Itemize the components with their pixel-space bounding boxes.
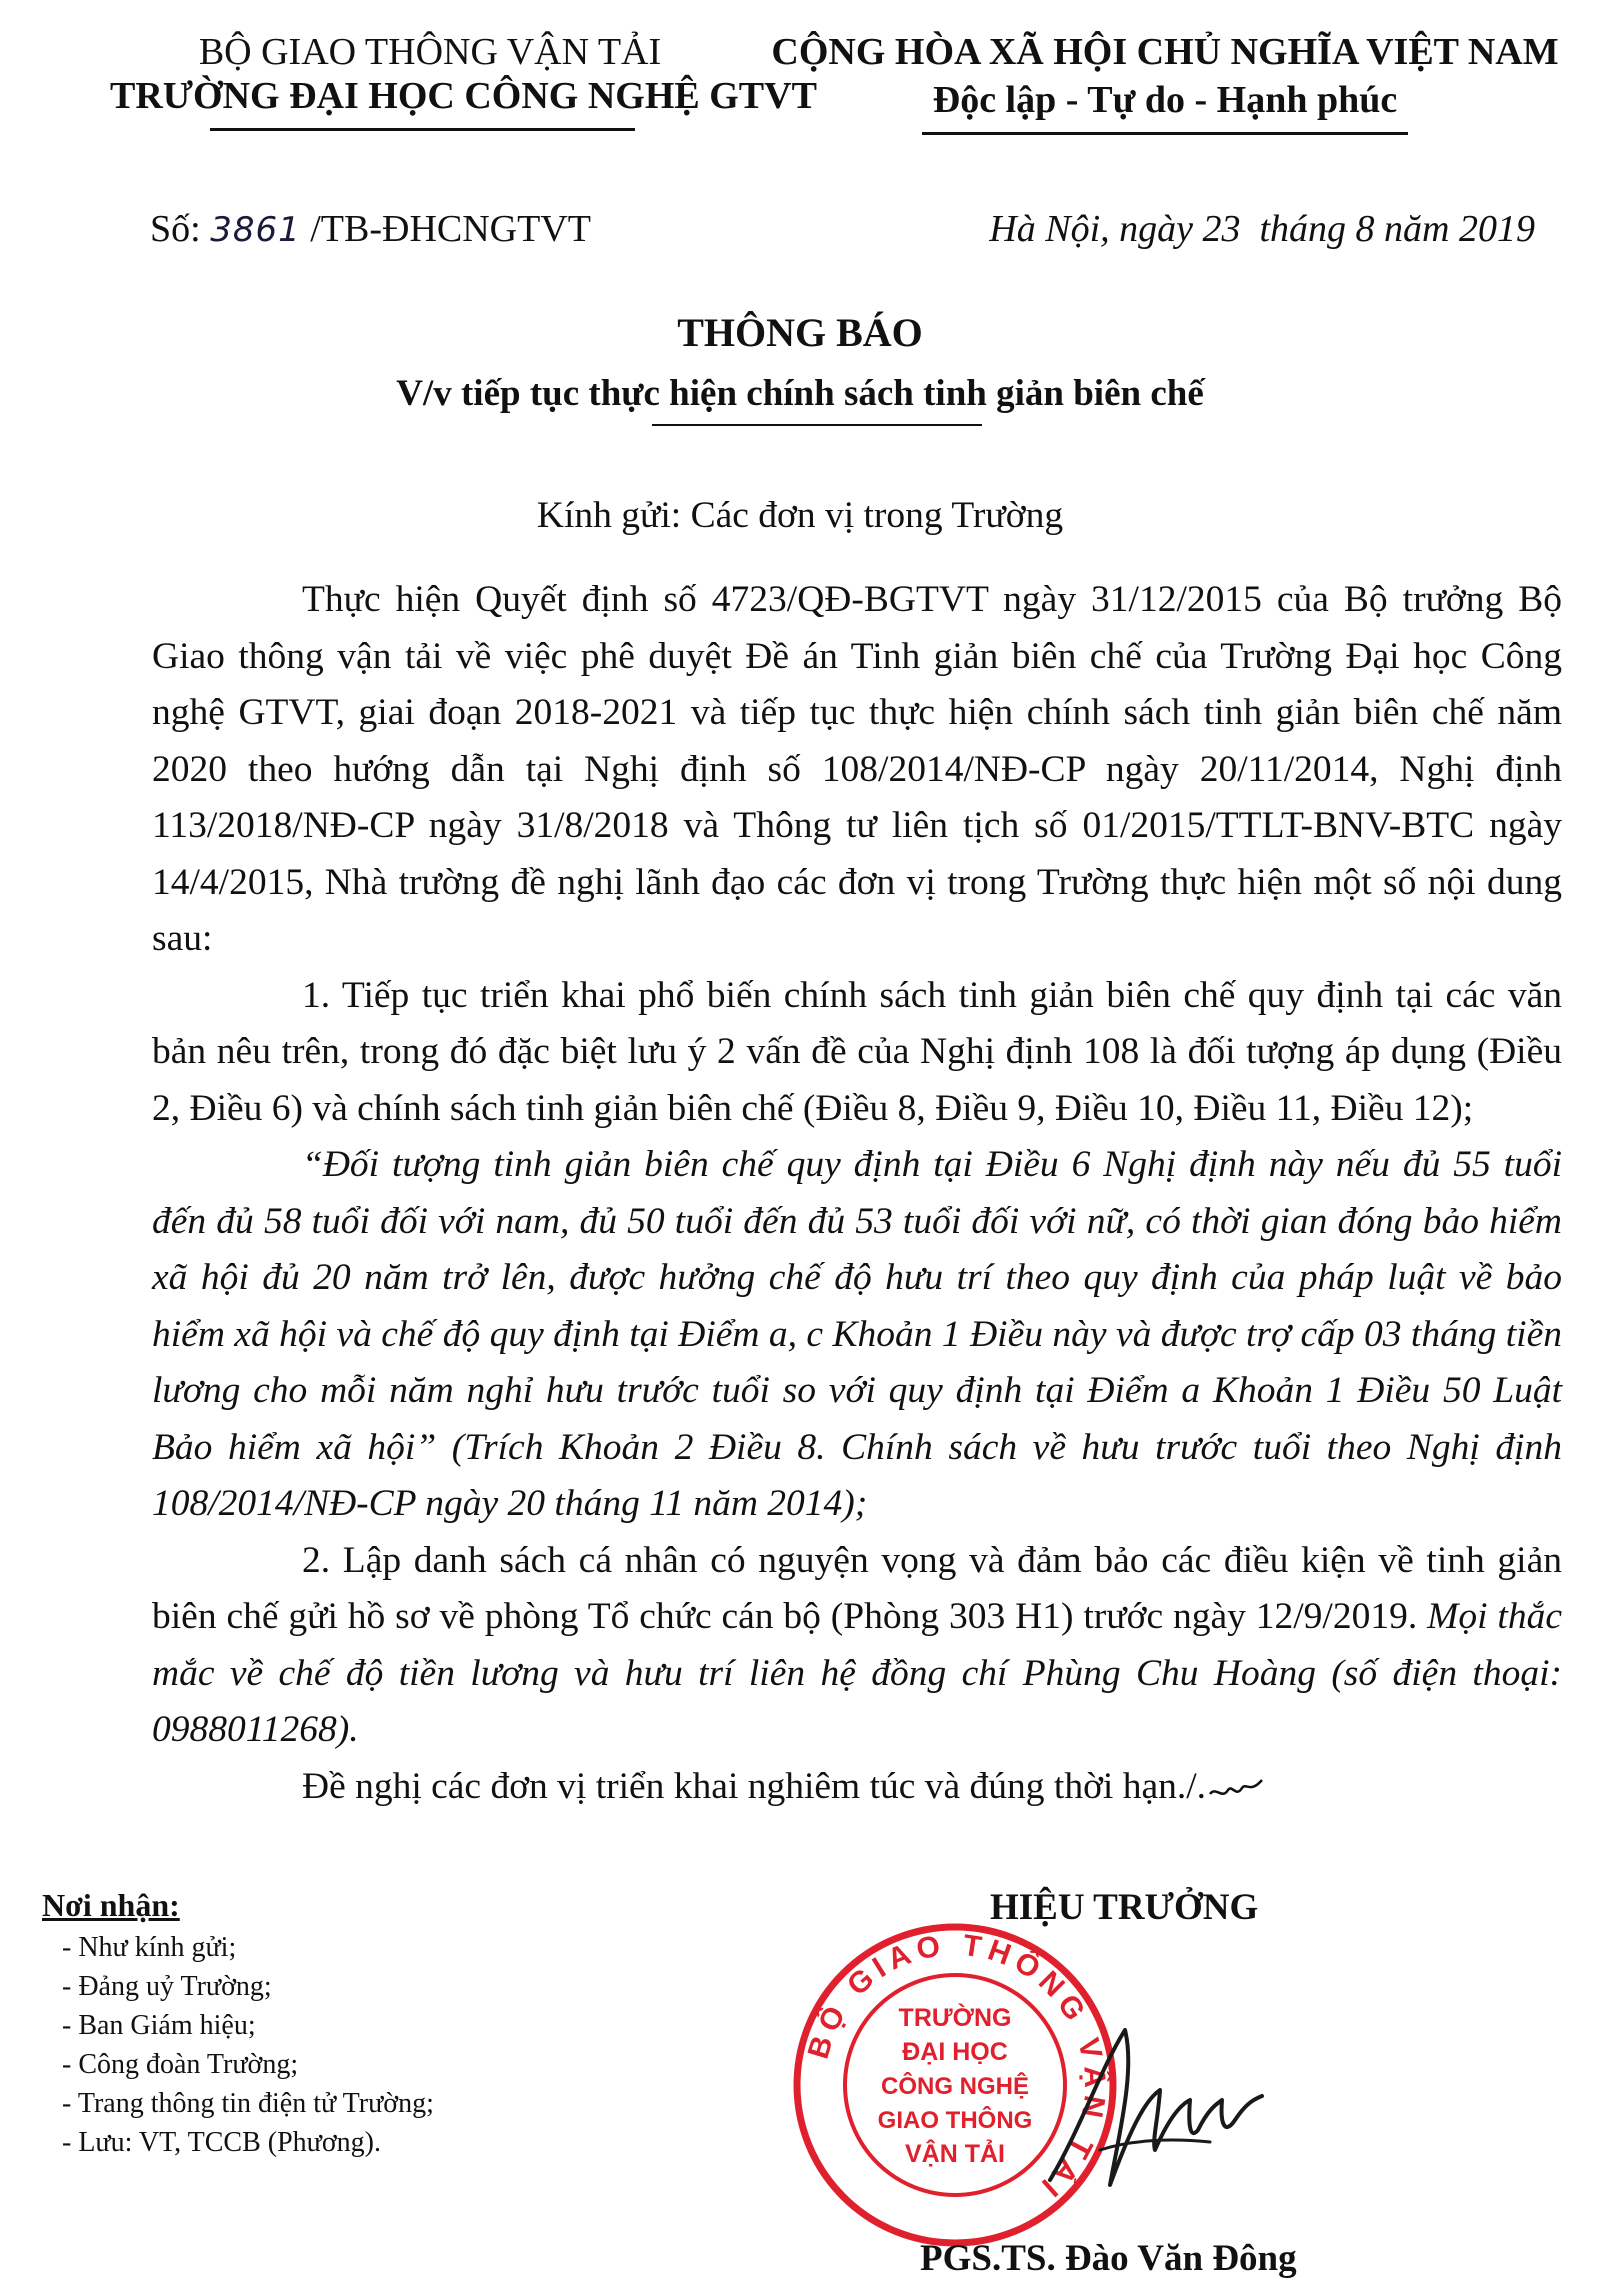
document-body — [152, 572, 1562, 1815]
handwritten-number: 3861 — [210, 210, 301, 250]
closing-text: Đề nghị các đơn vị triển khai nghiêm túc và đúng thời hạn./. — [302, 1765, 1207, 1807]
document-subject: V/v tiếp tục thực hiện chính sách tinh giản biên chế — [396, 373, 1204, 414]
item-2-text: 2. Lập danh sách cá nhân có nguyện vọng và đảm bảo các điều kiện về tinh giản biên chế gửi hồ sơ về phòng Tổ chức cán bộ (Phòng 303 H1) trước ngày 12/9/2019. — [152, 1539, 1562, 1637]
country-name: CỘNG HÒA XÃ HỘI CHỦ NGHĨA VIỆT NAM — [771, 31, 1559, 73]
signer-role: HIỆU TRƯỞNG — [990, 1887, 1259, 1928]
seal-line: VẬN TẢI — [905, 2140, 1005, 2168]
recipient-item: - Trang thông tin điện tử Trường; — [62, 2088, 434, 2119]
signer-name: PGS.TS. Đào Văn Đông — [920, 2238, 1297, 2279]
seal-line: CÔNG NGHỆ — [880, 2073, 1030, 2100]
item-2-contact: Mọi thắc mắc về chế độ tiền lương và hưu trí liên hệ đồng chí Phùng Chu Hoàng (số điện thoại: 0988011268). — [152, 1596, 1562, 1750]
recipient-item: - Đảng uỷ Trường; — [62, 1971, 272, 2002]
recipient-item: - Như kính gửi; — [62, 1932, 237, 1963]
item-1-paragraph: 1. Tiếp tục triển khai phổ biến chính sách tinh giản biên chế quy định tại các văn bản nêu trên, trong đó đặc biệt lưu ý 2 vấn đề của Nghị định 108 là đối tượng áp dụng (Điều 2, Điều 6) và chính sách tinh giản biên chế (Điều 8, Điều 9, Điều 10, Điều 11, Điều 12); — [152, 974, 1562, 1129]
intro-paragraph: Thực hiện Quyết định số 4723/QĐ-BGTVT ngày 31/12/2015 của Bộ trưởng Bộ Giao thông vận tải về việc phê duyệt Đề án Tinh giản biên chế của Trường Đại học Công nghệ GTVT, giai đoạn 2018-2021 và tiếp tục thực hiện chính sách tinh giản biên chế năm 2020 theo hướng dẫn tại Nghị định số 108/2014/NĐ-CP ngày 20/11/2014, Nghị định 113/2018/NĐ-CP ngày 31/8/2018 và Thông tư liên tịch số 01/2015/TTLT-BNV-BTC ngày 14/4/2015, Nhà trường đề nghị lãnh đạo các đơn vị trong Trường thực hiện một số nội dung sau: — [152, 579, 1562, 959]
recipients-list — [62, 1928, 434, 2162]
recipient-item: - Lưu: VT, TCCB (Phương). — [62, 2127, 381, 2158]
seal-ring-text: BỘ GIAO THÔNG VẬN TẢI — [801, 1928, 1112, 2207]
seal-line: TRƯỜNG — [898, 2004, 1012, 2032]
closing-paragraph — [152, 1759, 1562, 1816]
date-place: Hà Nội, ngày 23 tháng 8 năm 2019 — [989, 208, 1535, 250]
seal-line: ĐẠI HỌC — [902, 2038, 1008, 2066]
subject-underline — [652, 424, 982, 426]
recipients-heading: Nơi nhận: — [42, 1887, 180, 1923]
handwritten-signature — [1040, 2010, 1270, 2210]
item-2-paragraph — [152, 1533, 1562, 1759]
number-prefix: Số: — [150, 208, 201, 250]
number-suffix: /TB-ĐHCNGTVT — [310, 208, 591, 250]
document-title: THÔNG BÁO — [677, 310, 923, 355]
seal-line: GIAO THÔNG — [877, 2107, 1033, 2134]
ministry-name: BỘ GIAO THÔNG VẬN TẢI — [198, 31, 662, 73]
recipient-item: - Công đoàn Trường; — [62, 2049, 299, 2080]
initials-mark — [1206, 1774, 1266, 1804]
addressee: Kính gửi: Các đơn vị trong Trường — [536, 495, 1064, 536]
quoted-regulation: “Đối tượng tinh giản biên chế quy định tại Điều 6 Nghị định này nếu đủ 55 tuổi đến đủ 58 tuổi đối với nam, đủ 50 tuổi đến đủ 53 tuổi đối với nữ, có thời gian đóng bảo hiểm xã hội đủ 20 năm trở lên, được hưởng chế độ hưu trí theo quy định của pháp luật về bảo hiểm xã hội và chế độ quy định tại Điểm a, c Khoản 1 Điều này và được trợ cấp 03 tháng tiền lương cho mỗi năm nghỉ hưu trước tuổi so với quy định tại Điểm a Khoản 1 Điều 50 Luật Bảo hiểm xã hội” (Trích Khoản 2 Điều 8. Chính sách về hưu trước tuổi theo Nghị định 108/2014/NĐ-CP ngày 20 tháng 11 năm 2014); — [152, 1144, 1562, 1524]
university-name: TRƯỜNG ĐẠI HỌC CÔNG NGHỆ GTVT — [110, 75, 817, 117]
motto-underline — [922, 132, 1408, 135]
national-motto: Độc lập - Tự do - Hạnh phúc — [932, 79, 1398, 121]
recipient-item: - Ban Giám hiệu; — [62, 2010, 256, 2041]
document-number — [150, 205, 591, 254]
university-underline — [210, 128, 635, 131]
